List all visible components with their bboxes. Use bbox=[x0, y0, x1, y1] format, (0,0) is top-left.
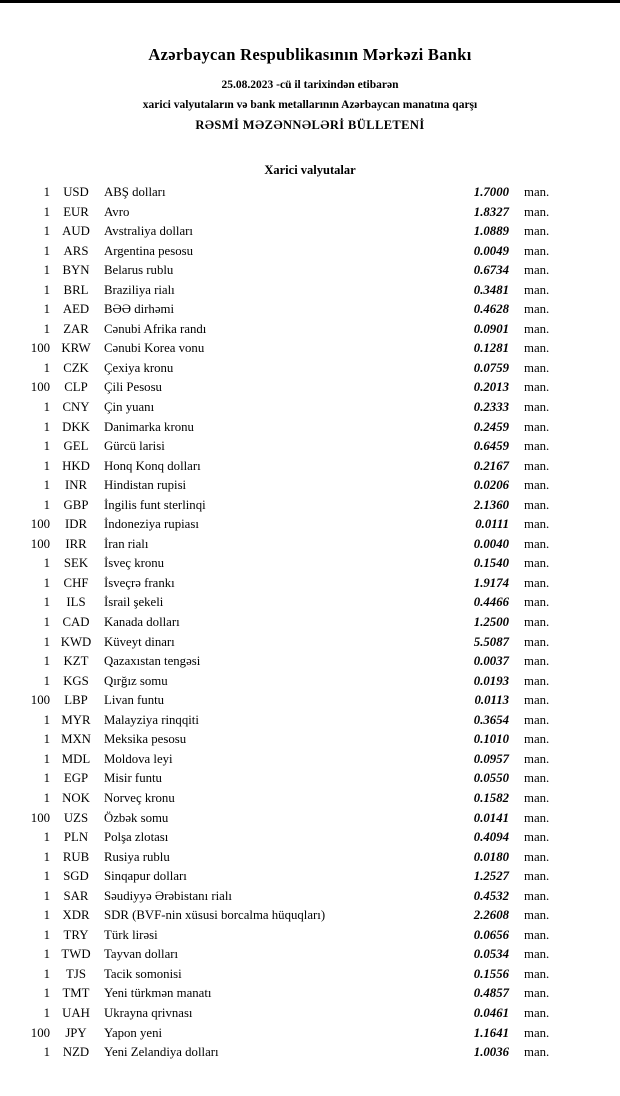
table-row bbox=[18, 732, 556, 752]
bulletin-title-line: RƏSMİ MƏZƏNNƏLƏRİ BÜLLETENİ bbox=[195, 118, 425, 132]
table-row bbox=[18, 889, 556, 909]
currency-name: Özbək somu bbox=[104, 810, 169, 825]
currency-quantity: 1 bbox=[43, 1005, 50, 1020]
currency-code: LBP bbox=[64, 693, 88, 708]
currency-code: KZT bbox=[63, 654, 89, 669]
currency-name: Malayziya rinqqiti bbox=[104, 712, 199, 727]
currency-unit: man. bbox=[524, 224, 550, 239]
currency-rate: 0.1010 bbox=[473, 732, 509, 747]
currency-rate: 0.6734 bbox=[473, 263, 509, 278]
table-row bbox=[18, 674, 556, 694]
currency-rate: 0.0040 bbox=[473, 536, 509, 551]
currency-quantity: 1 bbox=[43, 478, 50, 493]
currency-code: NOK bbox=[62, 790, 90, 805]
currency-code: KRW bbox=[61, 341, 91, 356]
currency-rate: 0.0461 bbox=[473, 1005, 509, 1020]
currency-quantity: 1 bbox=[43, 966, 50, 981]
currency-code: USD bbox=[63, 185, 89, 199]
currency-rate: 0.3654 bbox=[473, 712, 509, 727]
currency-rate: 0.0957 bbox=[473, 751, 509, 766]
currency-rate: 0.2013 bbox=[473, 380, 509, 395]
currency-quantity: 1 bbox=[43, 321, 50, 336]
table-row bbox=[18, 850, 556, 870]
table-row bbox=[18, 791, 556, 811]
currency-code: CNY bbox=[62, 400, 90, 415]
currency-rate: 0.1281 bbox=[473, 341, 509, 356]
currency-quantity: 1 bbox=[43, 575, 50, 590]
currency-rate: 0.1556 bbox=[473, 966, 509, 981]
currency-unit: man. bbox=[524, 360, 550, 375]
currency-rate: 0.6459 bbox=[473, 439, 509, 454]
currency-rate: 0.2459 bbox=[473, 419, 509, 434]
currency-code: XDR bbox=[62, 908, 90, 923]
table-row bbox=[18, 341, 556, 361]
table-row bbox=[18, 361, 556, 381]
table-row bbox=[18, 498, 556, 518]
currency-code: UZS bbox=[63, 810, 89, 825]
currency-name: İngilis funt sterlinqi bbox=[104, 497, 206, 512]
currency-unit: man. bbox=[524, 947, 550, 962]
currency-rate: 0.4532 bbox=[473, 888, 509, 903]
currency-quantity: 1 bbox=[43, 615, 50, 630]
currency-quantity: 1 bbox=[43, 634, 50, 649]
currency-code: UAH bbox=[62, 1005, 90, 1020]
currency-rate: 0.0049 bbox=[473, 243, 509, 258]
currency-quantity: 100 bbox=[30, 517, 50, 532]
currency-unit: man. bbox=[524, 966, 550, 981]
currency-rate: 1.0889 bbox=[473, 224, 509, 239]
currency-unit: man. bbox=[524, 458, 550, 473]
table-row bbox=[18, 459, 556, 479]
currency-name: Çin yuanı bbox=[104, 400, 155, 415]
table-row bbox=[18, 283, 556, 303]
currency-rate: 1.1641 bbox=[473, 1025, 509, 1040]
currency-quantity: 1 bbox=[43, 908, 50, 923]
table-row bbox=[18, 380, 556, 400]
subject-line: xarici valyutaların və bank metallarının Azərbaycan manatına qarşı bbox=[142, 99, 478, 111]
table-row bbox=[18, 713, 556, 733]
currency-rate: 1.0036 bbox=[473, 1045, 509, 1060]
currency-name: Gürcü larisi bbox=[104, 439, 165, 454]
currency-name: İsrail şekeli bbox=[104, 595, 164, 610]
currency-quantity: 1 bbox=[43, 751, 50, 766]
currency-unit: man. bbox=[524, 751, 550, 766]
currency-name: Sinqapur dolları bbox=[104, 869, 187, 884]
currency-quantity: 1 bbox=[43, 243, 50, 258]
currency-quantity: 1 bbox=[43, 263, 50, 278]
currency-code: BYN bbox=[62, 263, 90, 278]
table-row bbox=[18, 615, 556, 635]
currency-name: Yeni türkmən manatı bbox=[104, 986, 212, 1001]
currency-code: AED bbox=[62, 302, 90, 317]
currency-unit: man. bbox=[524, 927, 550, 942]
currency-code: GEL bbox=[63, 439, 89, 454]
currency-rate: 0.0759 bbox=[473, 360, 509, 375]
currency-unit: man. bbox=[524, 321, 550, 336]
currency-rate: 0.0193 bbox=[473, 673, 509, 688]
currency-name: Yapon yeni bbox=[104, 1025, 163, 1040]
currency-unit: man. bbox=[524, 517, 550, 532]
table-row bbox=[18, 635, 556, 655]
currency-unit: man. bbox=[524, 693, 550, 708]
currency-quantity: 1 bbox=[43, 712, 50, 727]
table-row bbox=[18, 302, 556, 322]
table-row bbox=[18, 967, 556, 987]
bank-title: Azərbaycan Respublikasının Mərkəzi Bankı bbox=[148, 45, 472, 64]
table-row bbox=[18, 811, 556, 831]
currency-code: GBP bbox=[63, 497, 89, 512]
rates-table bbox=[0, 185, 620, 1065]
currency-code: CLP bbox=[64, 380, 88, 395]
currency-quantity: 1 bbox=[43, 439, 50, 454]
currency-rate: 0.0141 bbox=[473, 810, 509, 825]
currency-code: EGP bbox=[63, 771, 89, 786]
currency-code: SEK bbox=[63, 556, 89, 571]
currency-unit: man. bbox=[524, 869, 550, 884]
currency-code: BRL bbox=[63, 282, 89, 297]
currency-code: ILS bbox=[66, 595, 86, 610]
currency-code: JPY bbox=[65, 1025, 87, 1040]
currency-name: Belarus rublu bbox=[104, 263, 174, 278]
currency-quantity: 1 bbox=[43, 185, 50, 199]
table-row bbox=[18, 263, 556, 283]
currency-unit: man. bbox=[524, 830, 550, 845]
currency-code: NZD bbox=[62, 1045, 90, 1060]
currency-unit: man. bbox=[524, 263, 550, 278]
currency-name: Meksika pesosu bbox=[104, 732, 187, 747]
table-row bbox=[18, 928, 556, 948]
currency-unit: man. bbox=[524, 1005, 550, 1020]
currency-code: CHF bbox=[63, 575, 89, 590]
currency-name: Hindistan rupisi bbox=[104, 478, 187, 493]
currency-rate: 0.0901 bbox=[473, 321, 509, 336]
currency-name: Qırğız somu bbox=[104, 673, 168, 688]
currency-name: Çexiya kronu bbox=[104, 360, 174, 375]
currency-quantity: 1 bbox=[43, 595, 50, 610]
currency-quantity: 1 bbox=[43, 204, 50, 219]
currency-rate: 0.2333 bbox=[473, 400, 509, 415]
currency-unit: man. bbox=[524, 419, 550, 434]
table-row bbox=[18, 595, 556, 615]
currency-code: ZAR bbox=[63, 321, 89, 336]
currency-code: MYR bbox=[61, 712, 91, 727]
currency-code: CAD bbox=[62, 615, 90, 630]
table-row bbox=[18, 537, 556, 557]
table-row bbox=[18, 517, 556, 537]
currency-rate: 0.4094 bbox=[473, 830, 509, 845]
currency-rate: 0.0037 bbox=[473, 654, 509, 669]
currency-unit: man. bbox=[524, 595, 550, 610]
table-row bbox=[18, 556, 556, 576]
currency-rate: 0.2167 bbox=[473, 458, 509, 473]
currency-rate: 0.0180 bbox=[473, 849, 509, 864]
currency-rate: 0.1540 bbox=[473, 556, 509, 571]
table-row bbox=[18, 420, 556, 440]
currency-code: KGS bbox=[63, 673, 89, 688]
currency-name: Türk lirəsi bbox=[104, 927, 158, 942]
currency-name: Avstraliya dolları bbox=[104, 224, 193, 239]
currency-rate: 1.9174 bbox=[473, 575, 509, 590]
currency-name: Norveç kronu bbox=[104, 790, 175, 805]
currency-name: SDR (BVF-nin xüsusi borcalma hüquqları) bbox=[104, 908, 326, 923]
currency-code: IRR bbox=[65, 536, 87, 551]
currency-code: ARS bbox=[63, 243, 89, 258]
currency-code: TMT bbox=[62, 986, 90, 1001]
currency-rate: 2.1360 bbox=[473, 497, 509, 512]
table-row bbox=[18, 439, 556, 459]
currency-name: Tacik somonisi bbox=[104, 966, 182, 981]
currency-name: Çili Pesosu bbox=[104, 380, 162, 395]
currency-name: Livan funtu bbox=[104, 693, 165, 708]
currency-quantity: 1 bbox=[43, 673, 50, 688]
currency-name: Yeni Zelandiya dolları bbox=[104, 1045, 219, 1060]
currency-code: HKD bbox=[62, 458, 90, 473]
currency-name: Polşa zlotası bbox=[104, 830, 169, 845]
currency-quantity: 1 bbox=[43, 302, 50, 317]
currency-unit: man. bbox=[524, 185, 550, 199]
currency-rate: 1.8327 bbox=[473, 204, 509, 219]
currency-code: PLN bbox=[63, 830, 89, 845]
currency-unit: man. bbox=[524, 771, 550, 786]
currency-code: MXN bbox=[61, 732, 91, 747]
currency-quantity: 1 bbox=[43, 927, 50, 942]
table-row bbox=[18, 771, 556, 791]
currency-quantity: 100 bbox=[30, 341, 50, 356]
currency-quantity: 100 bbox=[30, 810, 50, 825]
currency-name: Küveyt dinarı bbox=[104, 634, 175, 649]
currency-code: EUR bbox=[63, 204, 89, 219]
currency-rate: 0.0206 bbox=[473, 478, 509, 493]
currency-unit: man. bbox=[524, 732, 550, 747]
currency-code: KWD bbox=[60, 634, 92, 649]
currency-name: Braziliya rialı bbox=[104, 282, 175, 297]
table-row bbox=[18, 478, 556, 498]
currency-quantity: 100 bbox=[30, 693, 50, 708]
currency-name: Danimarka kronu bbox=[104, 419, 194, 434]
currency-code: TJS bbox=[66, 966, 86, 981]
currency-rate: 1.7000 bbox=[473, 185, 509, 199]
currency-quantity: 100 bbox=[30, 536, 50, 551]
currency-unit: man. bbox=[524, 615, 550, 630]
table-row bbox=[18, 322, 556, 342]
table-row bbox=[18, 752, 556, 772]
currency-name: Ukrayna qrivnası bbox=[104, 1005, 193, 1020]
currency-unit: man. bbox=[524, 380, 550, 395]
table-row bbox=[18, 830, 556, 850]
currency-quantity: 1 bbox=[43, 458, 50, 473]
currency-unit: man. bbox=[524, 341, 550, 356]
currency-quantity: 1 bbox=[43, 419, 50, 434]
currency-rate: 0.4857 bbox=[473, 986, 509, 1001]
currency-rate: 0.0111 bbox=[475, 517, 509, 532]
table-row bbox=[18, 947, 556, 967]
currency-name: Cənubi Afrika randı bbox=[104, 321, 207, 336]
currency-code: MDL bbox=[61, 751, 91, 766]
table-row bbox=[18, 654, 556, 674]
table-row bbox=[18, 576, 556, 596]
currency-quantity: 1 bbox=[43, 497, 50, 512]
currency-unit: man. bbox=[524, 478, 550, 493]
currency-rate: 2.2608 bbox=[473, 908, 509, 923]
currency-unit: man. bbox=[524, 888, 550, 903]
table-row bbox=[18, 1045, 556, 1065]
currency-quantity: 1 bbox=[43, 1045, 50, 1060]
currency-rate: 1.2527 bbox=[473, 869, 509, 884]
currency-rate: 1.2500 bbox=[473, 615, 509, 630]
currency-code: AUD bbox=[62, 224, 90, 239]
currency-quantity: 1 bbox=[43, 224, 50, 239]
currency-code: TWD bbox=[61, 947, 91, 962]
table-row bbox=[18, 185, 556, 205]
currency-rate: 5.5087 bbox=[473, 634, 509, 649]
effective-date-line: 25.08.2023 -cü il tarixindən etibarən bbox=[221, 79, 399, 91]
currency-quantity: 1 bbox=[43, 400, 50, 415]
currency-quantity: 1 bbox=[43, 849, 50, 864]
currency-unit: man. bbox=[524, 712, 550, 727]
currency-name: Honq Konq dolları bbox=[104, 458, 201, 473]
currency-name: İran rialı bbox=[104, 536, 149, 551]
currency-code: SGD bbox=[63, 869, 89, 884]
currency-quantity: 1 bbox=[43, 790, 50, 805]
currency-code: CZK bbox=[63, 360, 89, 375]
table-row bbox=[18, 400, 556, 420]
currency-unit: man. bbox=[524, 849, 550, 864]
currency-unit: man. bbox=[524, 243, 550, 258]
currency-quantity: 1 bbox=[43, 282, 50, 297]
currency-rate: 0.0550 bbox=[473, 771, 509, 786]
currency-code: RUB bbox=[62, 849, 90, 864]
currency-name: Qazaxıstan tengəsi bbox=[104, 654, 201, 669]
table-row bbox=[18, 1006, 556, 1026]
currency-name: Moldova leyi bbox=[104, 751, 173, 766]
currency-name: İndoneziya rupiası bbox=[104, 517, 199, 532]
currency-unit: man. bbox=[524, 810, 550, 825]
currency-unit: man. bbox=[524, 497, 550, 512]
currency-rate: 0.0113 bbox=[474, 693, 509, 708]
currency-unit: man. bbox=[524, 575, 550, 590]
currency-code: TRY bbox=[63, 927, 89, 942]
currency-quantity: 100 bbox=[30, 380, 50, 395]
currency-name: Rusiya rublu bbox=[104, 849, 170, 864]
currency-rate: 0.3481 bbox=[473, 282, 509, 297]
currency-name: BƏƏ dirhəmi bbox=[104, 302, 175, 317]
currency-code: INR bbox=[64, 478, 88, 493]
currency-code: SAR bbox=[63, 888, 89, 903]
currency-unit: man. bbox=[524, 204, 550, 219]
currency-quantity: 1 bbox=[43, 888, 50, 903]
currency-unit: man. bbox=[524, 400, 550, 415]
currency-unit: man. bbox=[524, 673, 550, 688]
currency-unit: man. bbox=[524, 302, 550, 317]
currency-unit: man. bbox=[524, 634, 550, 649]
currency-quantity: 1 bbox=[43, 654, 50, 669]
currency-unit: man. bbox=[524, 908, 550, 923]
currency-name: Avro bbox=[104, 204, 130, 219]
table-row bbox=[18, 693, 556, 713]
currency-unit: man. bbox=[524, 790, 550, 805]
table-row bbox=[18, 869, 556, 889]
currency-quantity: 1 bbox=[43, 771, 50, 786]
currency-rate: 0.0656 bbox=[473, 927, 509, 942]
currency-rate: 0.0534 bbox=[473, 947, 509, 962]
table-row bbox=[18, 908, 556, 928]
table-row bbox=[18, 986, 556, 1006]
currency-unit: man. bbox=[524, 1025, 550, 1040]
currency-quantity: 1 bbox=[43, 830, 50, 845]
currency-unit: man. bbox=[524, 282, 550, 297]
currency-unit: man. bbox=[524, 986, 550, 1001]
currency-unit: man. bbox=[524, 654, 550, 669]
currency-name: İsveç kronu bbox=[104, 556, 165, 571]
currency-quantity: 1 bbox=[43, 869, 50, 884]
currency-quantity: 1 bbox=[43, 947, 50, 962]
currency-rate: 0.4466 bbox=[473, 595, 509, 610]
currency-unit: man. bbox=[524, 439, 550, 454]
currency-name: Cənubi Korea vonu bbox=[104, 341, 205, 356]
currency-code: IDR bbox=[64, 517, 88, 532]
currency-name: Tayvan dolları bbox=[104, 947, 179, 962]
currency-unit: man. bbox=[524, 1045, 550, 1060]
currency-name: Argentina pesosu bbox=[104, 243, 193, 258]
currency-quantity: 1 bbox=[43, 986, 50, 1001]
section-title-foreign-currencies: Xarici valyutalar bbox=[264, 163, 356, 177]
table-row bbox=[18, 1026, 556, 1046]
table-row bbox=[18, 205, 556, 225]
currency-name: ABŞ dolları bbox=[104, 185, 166, 199]
table-row bbox=[18, 224, 556, 244]
currency-name: İsveçrə frankı bbox=[104, 575, 175, 590]
currency-name: Misir funtu bbox=[104, 771, 162, 786]
currency-quantity: 1 bbox=[43, 360, 50, 375]
table-row bbox=[18, 244, 556, 264]
currency-quantity: 100 bbox=[30, 1025, 50, 1040]
currency-rate: 0.1582 bbox=[473, 790, 509, 805]
currency-quantity: 1 bbox=[43, 556, 50, 571]
currency-unit: man. bbox=[524, 556, 550, 571]
currency-quantity: 1 bbox=[43, 732, 50, 747]
currency-rate: 0.4628 bbox=[473, 302, 509, 317]
currency-name: Səudiyyə Ərəbistanı rialı bbox=[104, 888, 232, 903]
currency-unit: man. bbox=[524, 536, 550, 551]
currency-code: DKK bbox=[62, 419, 90, 434]
bulletin-document bbox=[0, 3, 620, 1065]
currency-name: Kanada dolları bbox=[104, 615, 180, 630]
